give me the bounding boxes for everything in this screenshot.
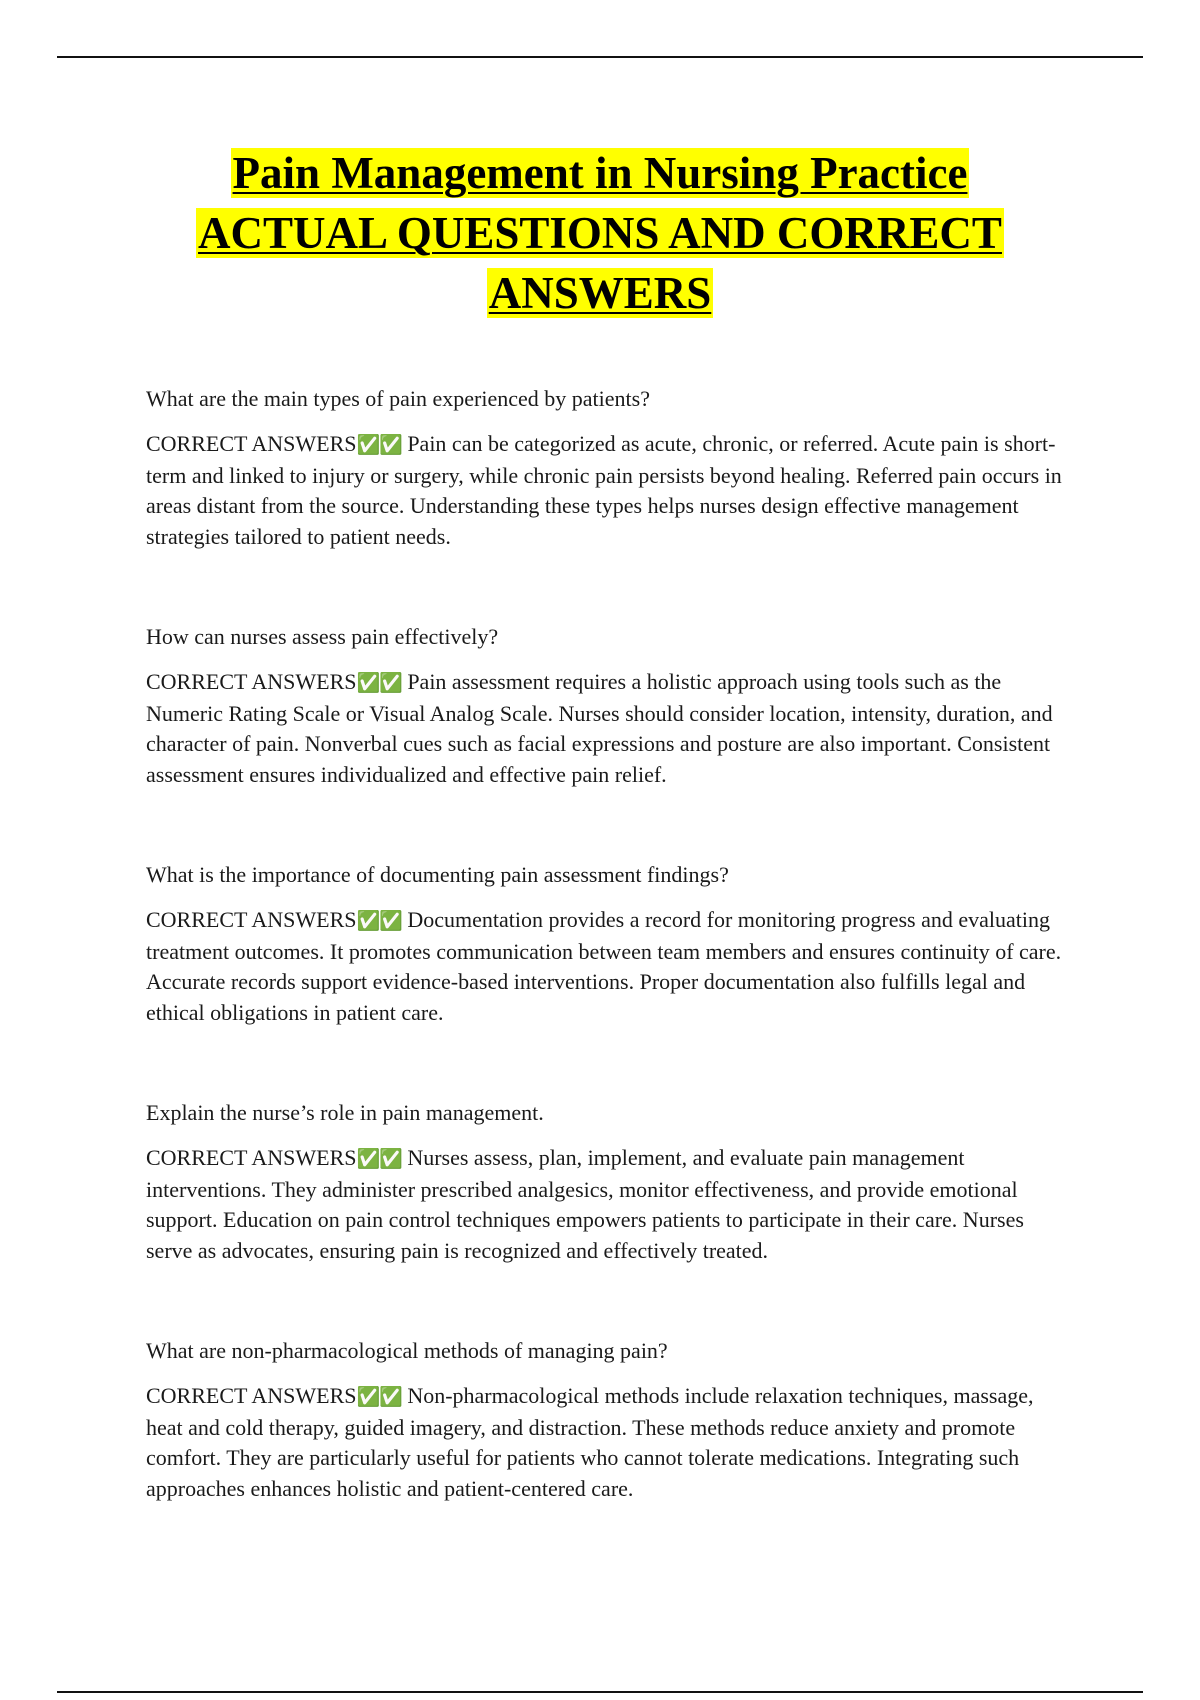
document-title (100, 143, 1100, 323)
answer-text (146, 905, 1066, 1028)
title-line-3: ANSWERS (488, 268, 712, 318)
qa-item (146, 1336, 1066, 1504)
question-text: What is the importance of documenting pain assessment findings? (146, 862, 729, 887)
question-text: What are the main types of pain experienced by patients? (146, 386, 650, 411)
answer-prefix: CORRECT ANSWERS (146, 1383, 357, 1408)
answer-body: Pain can be categorized as acute, chronic, or referred. Acute pain is short-term and linked to injury or surgery, while chronic pain persists beyond healing. Referred pain occurs in areas distant from the source. Understanding these types helps nurses design effective management strategies tailored to patient needs. (146, 431, 1062, 549)
qa-list (146, 384, 1066, 1574)
answer-body: Nurses assess, plan, implement, and evaluate pain management interventions. They administer prescribed analgesics, monitor effectiveness, and provide emotional support. Education on pain control techniques empowers patients to participate in their care. Nurses serve as advocates, ensuring pain is recognized and effectively treated. (146, 1145, 1024, 1263)
answer-body: Documentation provides a record for monitoring progress and evaluating treatment outcomes. It promotes communication between team members and ensures continuity of care. Accurate records support evidence-based interventions. Proper documentation also fulfills legal and ethical obligations in patient care. (146, 907, 1062, 1025)
check-mark-icon: ✅✅ (356, 434, 402, 456)
answer-text (146, 1143, 1066, 1266)
question-text: What are non-pharmacological methods of managing pain? (146, 1338, 668, 1363)
answer-prefix: CORRECT ANSWERS (146, 431, 357, 456)
qa-item (146, 860, 1066, 1028)
answer-text (146, 429, 1066, 552)
qa-item (146, 622, 1066, 790)
answer-prefix: CORRECT ANSWERS (146, 907, 357, 932)
check-mark-icon: ✅✅ (356, 1386, 402, 1408)
qa-item (146, 384, 1066, 552)
answer-body: Non-pharmacological methods include relaxation techniques, massage, heat and cold therapy, guided imagery, and distraction. These methods reduce anxiety and promote comfort. They are particularly useful for patients who cannot tolerate medications. Integrating such approaches enhances holistic and patient-centered care. (146, 1383, 1034, 1501)
check-mark-icon: ✅✅ (356, 1148, 402, 1170)
bottom-rule (57, 1691, 1143, 1693)
answer-body: Pain assessment requires a holistic approach using tools such as the Numeric Rating Scale or Visual Analog Scale. Nurses should consider location, intensity, duration, and character of pain. Nonverbal cues such as facial expressions and posture are also important. Consistent assessment ensures individualized and effective pain relief. (146, 669, 1053, 787)
check-mark-icon: ✅✅ (356, 672, 402, 694)
title-line-1: Pain Management in Nursing Practice (232, 148, 968, 198)
question-text: How can nurses assess pain effectively? (146, 624, 499, 649)
answer-prefix: CORRECT ANSWERS (146, 669, 357, 694)
answer-text (146, 667, 1066, 790)
check-mark-icon: ✅✅ (356, 910, 402, 932)
question-text: Explain the nurse’s role in pain management. (146, 1100, 544, 1125)
title-line-2: ACTUAL QUESTIONS AND CORRECT (198, 208, 1002, 258)
top-rule (57, 56, 1143, 58)
answer-prefix: CORRECT ANSWERS (146, 1145, 357, 1170)
answer-text (146, 1381, 1066, 1504)
qa-item (146, 1098, 1066, 1266)
